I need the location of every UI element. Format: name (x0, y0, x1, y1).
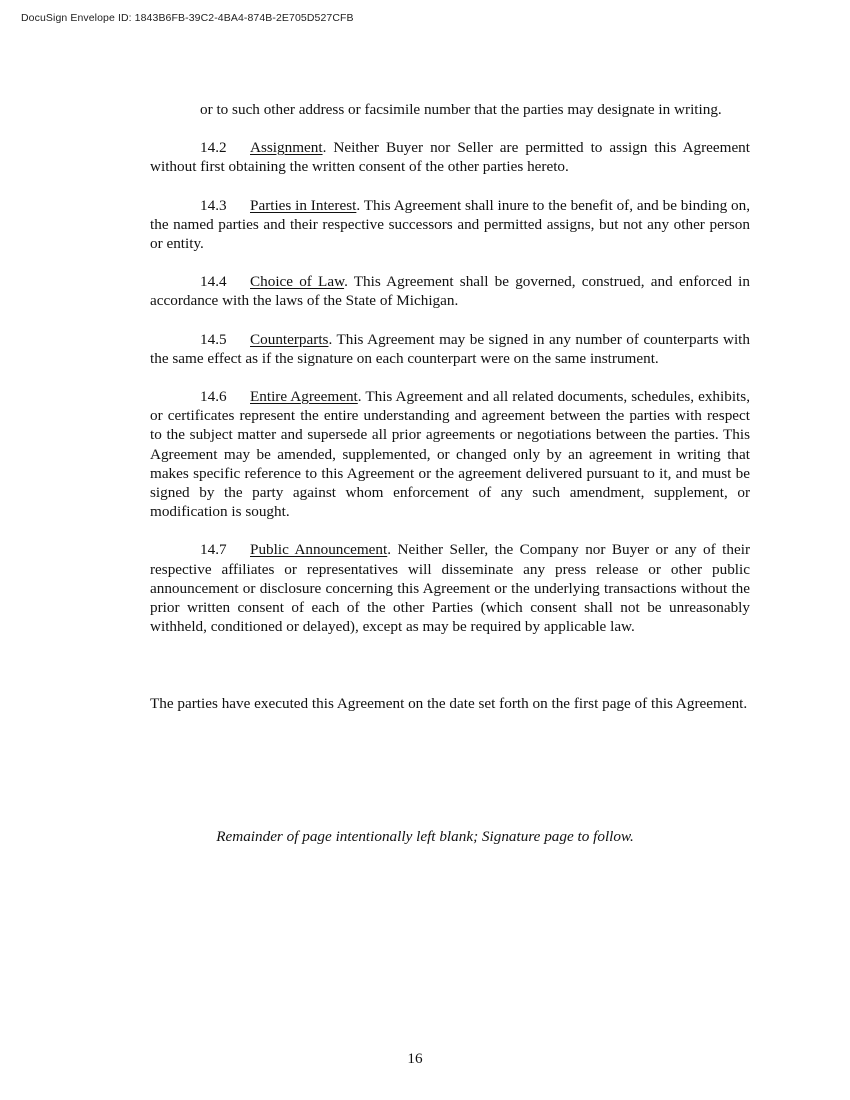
closing-paragraph: The parties have executed this Agreement on the date set forth on the first page of this Agreement. (150, 695, 748, 712)
section-title: Assignment (250, 139, 323, 157)
section-number: 14.7 (200, 541, 227, 559)
section-title: Counterparts (250, 330, 329, 348)
section-number: 14.2 (200, 139, 227, 157)
section-text: . This Agreement may be signed in any number of counterparts with the same effect as if the signature on each counterpart were on the same instrument. (150, 330, 750, 367)
section-number: 14.3 (200, 196, 227, 214)
section-14-6 (150, 387, 750, 521)
section-title: Parties in Interest (250, 196, 357, 214)
remainder-note: Remainder of page intentionally left blank; Signature page to follow. (216, 828, 634, 845)
section-text: . This Agreement shall be governed, construed, and enforced in accordance with the laws of the State of Michigan. (150, 273, 750, 310)
closing-block (100, 694, 750, 713)
section-14-7 (150, 540, 750, 636)
section-text: . Neither Buyer nor Seller are permitted to assign this Agreement without first obtaining the written consent of the other parties hereto. (150, 139, 750, 176)
section-14-5 (150, 330, 750, 368)
section-14-3 (150, 196, 750, 254)
document-body (150, 100, 750, 655)
section-title: Entire Agreement (250, 388, 358, 406)
section-title: Public Announcement (250, 541, 388, 559)
section-number: 14.6 (200, 388, 227, 406)
section-title: Choice of Law (250, 273, 345, 291)
section-text: . Neither Seller, the Company nor Buyer or any of their respective affiliates or representatives will disseminate any press release or other public announcement or disclosure concerning this Agreement or the underlying transactions without the prior written consent of each of the other Parties (which consent shall not be unreasonably withheld, conditioned or delayed), except as may be required by applicable law. (150, 541, 750, 636)
section-14-2 (150, 138, 750, 176)
section-text: . This Agreement and all related documents, schedules, exhibits, or certificates represent the entire understanding and agreement between the parties with respect to the subject matter and supersede all prior agreements or negotiations between the parties. This Agreement may be amended, supplemented, or changed only by an agreement in writing that makes specific reference to this Agreement or the agreement delivered pursuant to it, and must be signed by the party against whom enforcement of any such amendment, supplement, or modification is sought. (150, 388, 750, 521)
section-number: 14.5 (200, 330, 227, 348)
page-number: 16 (407, 1050, 423, 1067)
section-text: . This Agreement shall inure to the benefit of, and be binding on, the named parties and their respective successors and permitted assigns, but not any other person or entity. (150, 196, 750, 253)
docusign-envelope-id: DocuSign Envelope ID: 1843B6FB-39C2-4BA4-874B-2E705D527CFB (21, 12, 354, 24)
section-14-4 (150, 272, 750, 310)
section-number: 14.4 (200, 273, 227, 291)
continuation-paragraph: or to such other address or facsimile number that the parties may designate in writing. (200, 101, 722, 118)
